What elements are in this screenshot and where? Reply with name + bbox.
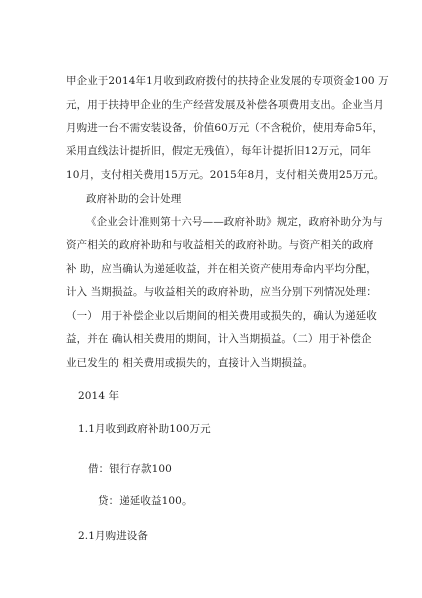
paragraph-line: 益，并在 确认相关费用的期间，计入当期损益。（二）用于补偿企 <box>66 333 372 345</box>
paragraph-line: 10月，支付相关费用15万元。2015年8月，支付相关费用25万元。 <box>66 169 385 181</box>
journal-debit-line: 借：银行存款100 <box>88 463 172 475</box>
section-heading: 政府补助的会计处理 <box>86 193 182 205</box>
entry-heading: 1.1月收到政府补助100万元 <box>78 423 211 435</box>
journal-credit-line: 贷：递延收益100。 <box>98 495 193 507</box>
year-heading: 2014 年 <box>78 390 120 402</box>
paragraph-line: 月购进一台不需安装设备，价值60万元（不含税价，使用寿命5年， <box>66 122 384 134</box>
paragraph-line: 资产相关的政府补助和与收益相关的政府补助。与资产相关的政府 <box>66 239 374 251</box>
paragraph-line: 元，用于扶持甲企业的生产经营发展及补偿各项费用支出。企业当月 <box>66 99 384 111</box>
paragraph-line: 补 助，应当确认为递延收益，并在相关资产使用寿命内平均分配， <box>66 263 377 275</box>
entry-heading: 2.1月购进设备 <box>78 530 148 542</box>
paragraph-line: （一） 用于补偿企业以后期间的相关费用或损失的，确认为递延收 <box>66 310 377 322</box>
paragraph-line: 甲企业于2014年1月收到政府拨付的扶持企业发展的专项资金100 万 <box>66 75 389 87</box>
paragraph-line: 采用直线法计提折旧，假定无残值），每年计提折旧12万元，同年 <box>66 145 372 157</box>
paragraph-line: 《企业会计准则第十六号——政府补助》规定，政府补助分为与 <box>86 216 383 228</box>
paragraph-line: 计入 当期损益。与收益相关的政府补助，应当分别下列情况处理： <box>66 286 377 298</box>
paragraph-line: 业已发生的 相关费用或损失的，直接计入当期损益。 <box>66 357 314 369</box>
